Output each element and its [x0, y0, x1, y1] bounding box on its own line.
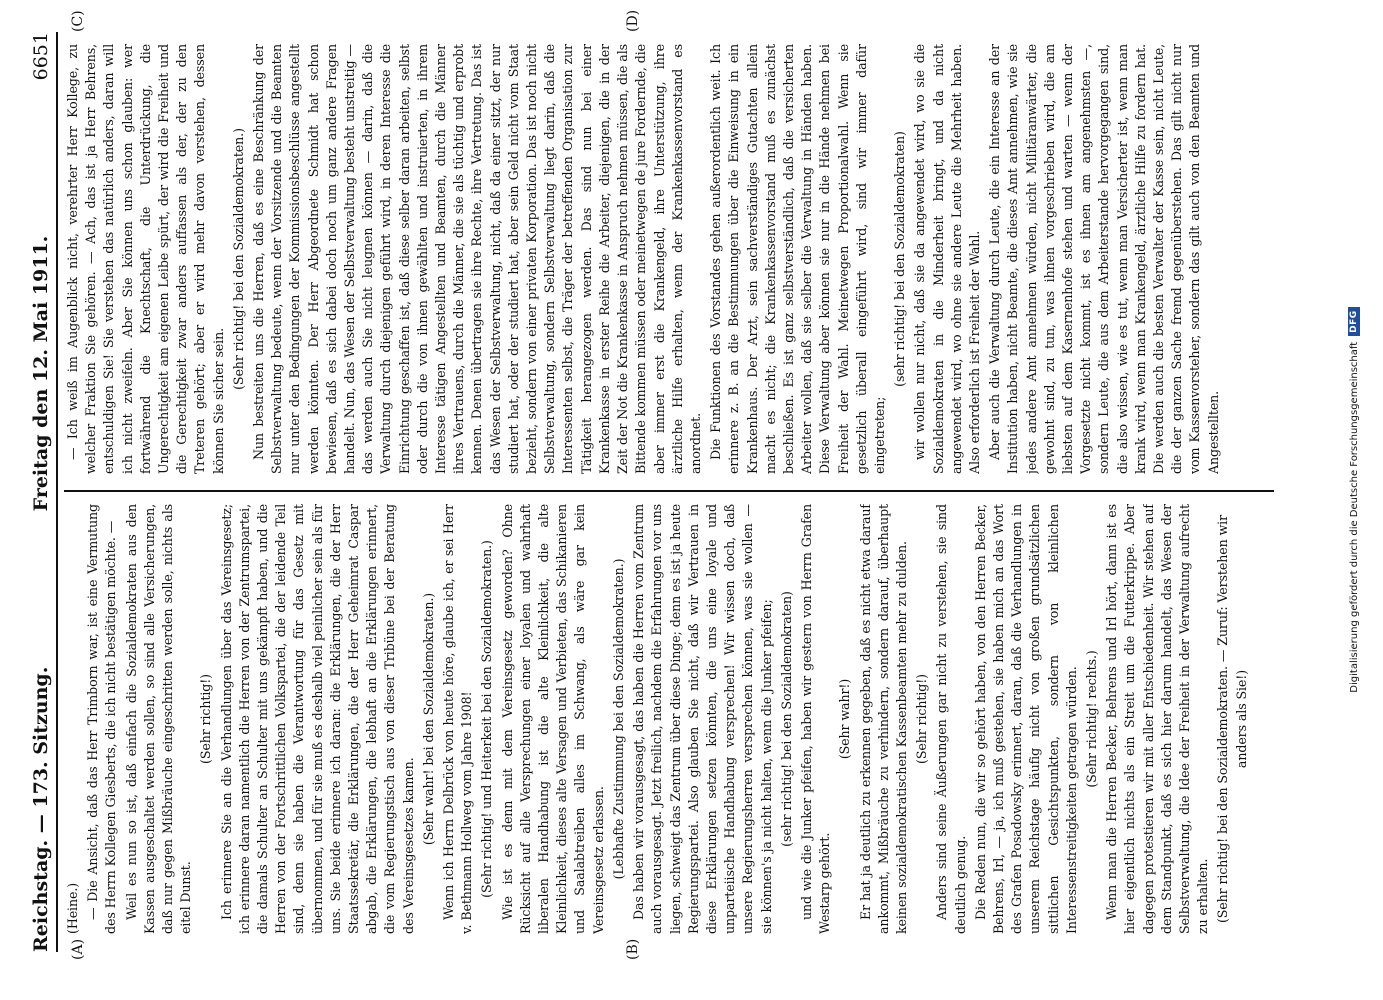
text-paragraph: Die Reden nun, die wir so gehört haben, von den Herren Becker, Behrens, Irl, — ja, ich muß gestehen, sie haben mich an das Wort des Grafen Posadowsky erinnert, daran, daß die Verhandlungen in unserem Reichstage häufig nicht von großen grundsätzlichen sittlichen Gesichtspunkten, sondern von kleinlichen Interessenstreitigkeiten getragen würden.: [972, 504, 1079, 934]
text-paragraph: Anders sind seine Äußerungen gar nicht zu verstehen, sie sind deutlich genug.: [934, 504, 968, 934]
header-date: Freitag den 12. Mai 1911.: [30, 235, 52, 512]
credit-text: Digitalisierung gefördert durch die Deutsche Forschungsgemeinschaft: [1348, 341, 1360, 693]
text-paragraph: Nun bestreiten uns die Herren, daß es eine Beschränkung der Selbstverwaltung bedeute, wenn der Vorsitzende und die Beamten nur unter den Bedingungen der Kommissionsbeschlüsse angestellt werden könnten. Der Herr Abgeordnete Schmidt hat schon bewiesen, daß es sich dabei doch noch um ganz andere Fragen handelt. Nun, das Wesen der Selbstverwaltung besteht unstreitig — das werden auch Sie nicht leugnen können — darin, daß die Verwaltung durch diejenigen geführt wird, in deren Interesse die Einrichtung geschaffen ist, daß diese selber daran arbeiten, selbst oder durch die von ihnen gewählten und instruierten, in ihrem Interesse tätigen Angestellten und Beamten, durch die Männer ihres Vertrauens, durch die Männer, die sie als tüchtig und erprobt kennen. Denen übertragen sie ihre Rechte, ihre Vertretung. Das ist das Wesen der Selbstverwaltung, nicht, daß da einer sitzt, der nur studiert hat, oder der studiert hat, aber sein Geld nicht vom Staat bezieht, sondern von einer privaten Korporation. Das ist noch nicht Selbstverwaltung, sondern Selbstverwaltung liegt darin, daß die Interessenten selbst, die Träger der betreffenden Organisation zur Tätigkeit herangezogen werden. Das sind nun bei einer Krankenkasse in erster Reihe die Arbeiter, diejenigen, die in der Zeit der Not die Krankenkasse in Anspruch nehmen müssen, die als Bittende kommen müssen oder meinetwegen de jure Fordernde, die aber immer erst die Krankengeld, ihre Unterstützung, ihre ärztliche Hilfe erhalten, wenn der Krankenkassenvorstand es anordnet.: [251, 44, 703, 474]
left-text-column: [64, 504, 1274, 934]
remark-paragraph: (Sehr richtig! bei den Sozialdemokraten. — Zuruf: Verstehen wir anders als Sie!): [1215, 514, 1249, 924]
remark-paragraph: (sehr richtig! bei den Sozialdemokraten): [892, 131, 908, 387]
text-paragraph: Weil es nun so ist, daß einfach die Sozialdemokraten aus den Kassen ausgeschaltet werden sollen, so sind alle Versicherungen, daß nur gegen Mißbräuche eingeschritten werden solle, nichts als eitel Dunst.: [123, 504, 194, 934]
digitization-credit: [1348, 40, 1360, 960]
remark-paragraph: (Sehr richtig! rechts.): [1083, 650, 1099, 788]
header-session: Reichstag. — 173. Sitzung.: [30, 666, 52, 952]
column-divider: [64, 490, 1274, 492]
page-number: 6651: [30, 32, 52, 81]
margin-marker-a: (A): [70, 938, 86, 960]
remark-paragraph: (Sehr richtig! bei den Sozialdemokraten.): [230, 128, 246, 390]
page-header: [12, 32, 58, 952]
remark-paragraph: (Sehr richtig!): [198, 674, 214, 764]
margin-marker-c: (C): [70, 10, 86, 32]
margin-marker-d: (D): [625, 9, 641, 32]
margin-marker-b: (B): [625, 938, 641, 960]
remark-paragraph: (Sehr wahr!): [837, 678, 853, 760]
remark-paragraph: (Sehr richtig! und Heiterkeit bei den Sozialdemokraten.): [479, 540, 495, 898]
remark-paragraph: (sehr richtig! bei den Sozialdemokraten): [778, 591, 794, 847]
text-paragraph: Aber auch die Verwaltung durch Leute, die ein Interesse an der Institution haben, nicht Beamte, die dieses Amt annehmen, wie sie jedes andere Amt annehmen würden, nicht Militäranwärter, die gewohnt sind, zu tun, was ihnen vorgeschrieben wird, die am liebsten auf dem Kasernenhofe stehen und warten — wenn der Vorgesetzte nicht kommt, ist es ihnen am angenehmsten —, sondern Leute, die aus dem Arbeiterstande hervorgegangen sind, die also wissen, wie es tut, wenn man Versicherter ist, wenn man krank wird, wenn man Krankengeld, ärztliche Hilfe zu fordern hat. Die werden auch die besten Verwalter der Kasse sein, nicht Leute, die der ganzen Sache fremd gegenüberstehen. Das gilt nicht nur vom Kassenvorsteher, sondern das gilt auch von den Beamten und Angestellten.: [987, 44, 1221, 474]
remark-paragraph: (Sehr wahr! bei den Sozialdemokraten.): [420, 592, 436, 846]
dfg-logo: DFG: [1348, 307, 1360, 336]
text-paragraph: Wie ist es denn mit dem Vereinsgesetz geworden? Ohne Rücksicht auf alle Versprechungen einer loyalen und wahrhaft liberalen Handhabung ist die alte Kleinlichkeit, die alte Kleinlichkeit, dieses alte Versagen und Verbieten, das Schikanieren und Saalabtreiben alles im Schwang, als wäre gar kein Vereinsgesetz erlassen.: [499, 504, 606, 934]
right-text-column: [64, 44, 1274, 474]
remark-paragraph: (Sehr richtig!): [914, 674, 930, 764]
remark-paragraph: (Lebhafte Zustimmung bei den Sozialdemokraten.): [610, 558, 626, 880]
text-paragraph: Wenn man die Herren Becker, Behrens und Irl hört, dann ist es hier eigentlich nichts als ein Streit um die Futterkrippe. Aber dagegen protestieren wir mit aller Entschiedenheit. Wir stehen auf dem Standpunkt, daß es sich hier darum handelt, das Wesen der Selbstverwaltung, die Idee der Freiheit in der Verwaltung aufrecht zu erhalten.: [1104, 504, 1211, 934]
text-paragraph: Wenn ich Herrn Delbrück von heute höre, glaube ich, er sei Herr v. Bethmann Hollweg vom Jahre 1908!: [441, 504, 475, 934]
text-paragraph: Ich erinnere Sie an die Verhandlungen über das Vereinsgesetz; ich erinnere daran namentlich die Herren von der Zentrumspartei, die damals Schulter an Schulter mit uns gekämpft haben, und die Herren von der Fortschrittlichen Volkspartei, die der leidende Teil sind, denn sie haben die Verantwortung für das Gesetz mit übernommen, und für sie muß es deshalb viel peinlicher sein als für uns. Sie beide erinnere ich daran: die Erklärungen, die der Herr Staatssekretär, die Erklärungen, die der Herr Geheimrat Caspar abgab, die Erklärungen, die lebhaft an die Erklärungen erinnert, die vom Regierungstisch aus von dieser Tribüne bei der Beratung des Vereinsgesetzes kamen.: [218, 504, 416, 934]
text-paragraph: Er hat ja deutlich zu erkennen gegeben, daß es nicht etwa darauf ankommt, Mißbräuche zu verhindern, sondern darauf, überhaupt keinen sozialdemokratischen Kassenbeamten mehr zu dulden.: [857, 504, 909, 934]
text-paragraph: wir wollen nur nicht, daß sie da angewendet wird, wo sie die Sozialdemokraten in die Minderheit bringt, und da nicht angewendet wird, wo ohne sie andere Leute die Mehrheit haben. Also erforderlich ist Freiheit der Wahl.: [912, 44, 982, 474]
text-paragraph: — Ich weiß im Augenblick nicht, verehrter Herr Kollege, zu welcher Fraktion Sie gehören. — Ach, das ist ja Herr Behrens, entschuldigen Sie! Sie verstehen das natürlich anders, daran will ich nicht zweifeln. Aber Sie können uns schon glauben: wer fortwährend die Knechtschaft, die Unterdrückung, die Ungerechtigkeit am eigenen Leibe spürt, der wird die Freiheit und die Gerechtigkeit zwar anders auffassen als der, der zu den Treteren gehört; aber er wird mehr davon verstehen, dessen können Sie sicher sein.: [65, 44, 226, 474]
text-paragraph: und wie die Junker pfeifen, haben wir gestern von Herrn Grafen Westarp gehört.: [798, 504, 833, 934]
text-paragraph: Das haben wir vorausgesagt, das haben die Herren vom Zentrum auch vorausgesagt. Jetzt freilich, nachdem die Erfahrungen vor uns liegen, schweigt das Zentrum über diese Dinge; denn es ist ja heute Regierungspartei. Also glauben Sie nicht, daß wir Vertrauen in diese Erklärungen setzen könnten, die uns eine loyale und unparteiische Handhabung versprechen! Wir wissen doch, daß unsere Regierungsherren versprechen können, was sie wollen — sie können's ja nicht halten, wenn die Junker pfeifen;: [631, 504, 774, 934]
text-paragraph: — Die Ansicht, daß das Herr Trimborn war, ist eine Vermutung des Herrn Kollegen Giesberts, die ich nicht bestätigen möchte. —: [85, 504, 119, 934]
text-paragraph: Die Funktionen des Vorstandes gehen außerordentlich weit. Ich erinnere z. B. an die Bestimmungen über die Einweisung in ein Krankenhaus. Der Arzt, sein sachverständiges Gutachten allein macht es nicht; die Krankenkassenvorstand muß es zunächst beschließen. Es ist ganz selbstverständlich, daß die versicherten Arbeiter wollen, daß sie selber die Verwaltung in Händen haben. Diese Verwaltung aber können sie nur in die Hände nehmen bei Freiheit der Wahl. Meinetwegen Proportionalwahl. Wenn sie gesetzlich überall eingeführt wird, sind wir immer dafür eingetreten;: [708, 44, 887, 474]
speaker-name: (Heine.): [65, 882, 80, 934]
